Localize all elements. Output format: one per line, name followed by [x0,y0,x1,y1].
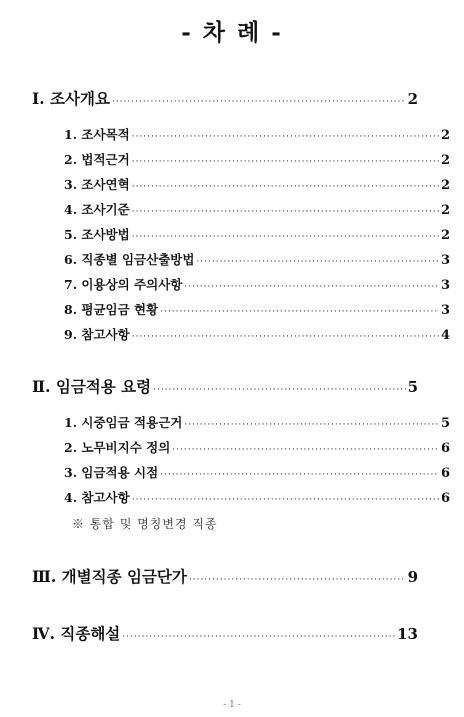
toc-section-2[interactable] [32,375,418,397]
toc-item[interactable] [32,225,450,243]
toc-page-number: 3 [440,253,450,268]
toc-item-label: 3. 임금적용 시점 [64,465,159,480]
toc-section-4[interactable] [32,622,418,644]
toc-item-label: 4. 참고사항 [64,490,130,505]
dot-leader [160,307,439,317]
toc-page-number: 2 [407,90,418,108]
toc-page-number: 5 [407,378,418,396]
toc-page-number: 3 [440,303,450,318]
toc-item[interactable] [32,250,450,268]
toc-item[interactable] [32,275,450,293]
toc-section-3[interactable] [32,565,418,587]
toc-item-label: 1. 조사목적 [64,127,130,142]
dot-leader [132,182,439,192]
toc-item[interactable] [32,300,450,318]
page-footer: - 1 - [223,700,241,710]
toc-item-label: 3. 조사연혁 [64,177,130,192]
toc-page-number: 6 [440,466,450,481]
toc-item[interactable] [32,200,450,218]
toc-page-number: 2 [440,203,450,218]
dot-leader [132,332,439,342]
dot-leader [132,157,439,167]
toc-item-label: 7. 이용상의 주의사항 [64,277,183,292]
dot-leader [184,282,439,292]
dot-leader [132,495,439,505]
toc-item-label: 5. 조사방법 [64,227,130,242]
toc-page-number: 9 [407,568,418,586]
toc-page-number: 13 [397,625,418,643]
dot-leader [184,420,439,430]
toc-item-label: 4. 조사기준 [64,202,130,217]
toc-page-number: 6 [440,441,450,456]
toc-item[interactable] [32,175,450,193]
dot-leader [160,470,439,480]
dot-leader [132,207,439,217]
toc-item[interactable] [32,488,450,506]
toc-item[interactable] [32,463,450,481]
toc-page-number: 6 [440,491,450,506]
toc-page-number: 2 [440,178,450,193]
toc-section-label: Ⅲ. 개별직종 임금단가 [32,567,187,586]
toc-item-label: 1. 시중임금 적용근거 [64,415,183,430]
toc-note: ※ 통합 및 명칭변경 직종 [72,517,218,531]
toc-item-label: 2. 노무비지수 정의 [64,440,171,455]
toc-title: - 차 례 - [181,19,283,46]
toc-page-number: 3 [440,278,450,293]
dot-leader [132,132,439,142]
toc-item-label: 2. 법적근거 [64,152,130,167]
toc-section-label: Ⅰ. 조사개요 [32,89,110,108]
toc-item[interactable] [32,325,450,343]
toc-page-number: 4 [440,328,450,343]
dot-leader [172,445,439,455]
toc-page-number: 2 [440,228,450,243]
toc-page-number: 2 [440,128,450,143]
toc-item[interactable] [32,150,450,168]
toc-page-number: 5 [440,416,450,431]
toc-section-1[interactable] [32,87,418,109]
dot-leader [122,632,395,642]
toc-item[interactable] [32,413,450,431]
toc-item[interactable] [32,438,450,456]
dot-leader [196,257,439,267]
toc-section-label: Ⅱ. 임금적용 요령 [32,377,152,396]
dot-leader [189,575,406,585]
dot-leader [132,232,439,242]
toc-item-label: 9. 참고사항 [64,327,130,342]
toc-section-label: Ⅳ. 직종해설 [32,624,121,643]
toc-item-label: 8. 평균임금 현황 [64,302,159,317]
toc-item-label: 6. 직종별 임금산출방법 [64,252,195,267]
dot-leader [153,385,405,395]
toc-item[interactable] [32,125,450,143]
dot-leader [112,97,406,107]
toc-page-number: 2 [440,153,450,168]
